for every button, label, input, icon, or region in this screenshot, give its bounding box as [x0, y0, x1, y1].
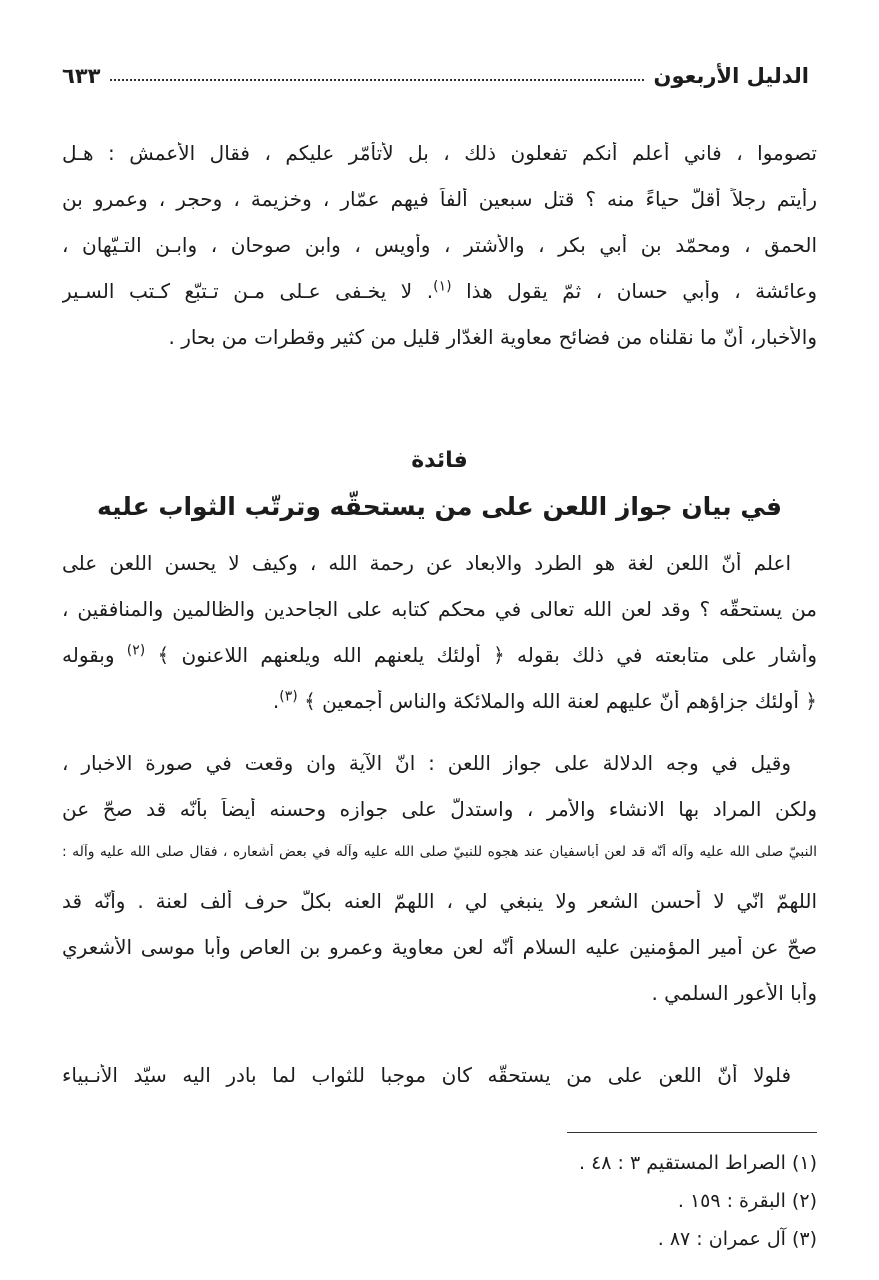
paragraph-evidence — [62, 752, 817, 1028]
footnote-ref-1: (١) — [433, 280, 452, 295]
footnote-ref-2: (٢) — [126, 644, 146, 659]
text-line: وقيل في وجه الدلالة على جواز اللعن : انّ الآية وان وقعت في صورة الاخبار ، — [62, 752, 791, 775]
text-line: من يستحقّه ؟ وقد لعن الله تعالى في محكم كتابه على الجاحدين والظالمين والمنافقين ، — [62, 598, 817, 621]
footnote-1: (١) الصراط المستقيم ٣ : ٤٨ . — [579, 1152, 817, 1174]
text-line: النبيّ صلى الله عليه وآله أنّه قد لعن أباسفيان عند هجوه للنبيّ صلى الله عليه وآله في بعض أشعاره ، فقال صلى الله عليه وآله : — [62, 844, 817, 860]
running-header — [62, 58, 809, 94]
footnote-separator — [567, 1132, 817, 1133]
text-line: صحّ عن أمير المؤمنين عليه السلام أنّه لعن معاوية وعمرو بن العاص وأبا موسى الأشعري — [62, 936, 817, 959]
text-segment: ﴿ أُولئك جزاؤهم أنّ عليهم لعنة الله والملائكة والناس أجمعين ﴾ — [304, 690, 817, 713]
text-segment: وأشار على متابعته في ذلك بقوله ﴿ أُولئك يلعنهم الله ويلعنهم اللاعنون ﴾ — [157, 644, 817, 667]
text-line: تصوموا ، فاني أعلم أنكم تفعلون ذلك ، بل لأتأمّر عليكم ، فقال الأعمش : هـل — [62, 142, 817, 165]
header-dotted-leader — [110, 79, 643, 81]
footnote-ref-3: (٣) — [279, 690, 298, 705]
text-line: وأبا الأعور السلمي . — [651, 982, 817, 1005]
text-line: اللهمّ انّي لا أحسن الشعر ولا ينبغي لي ، اللهمّ العنه بكلّ حرف ألف لعنة . وأنّه قد — [62, 890, 817, 913]
running-header-title: الدليل الأربعون — [653, 64, 809, 88]
footnotes — [62, 1152, 817, 1266]
text-line: والأخبار، أنّ ما نقلناه من فضائح معاوية الغدّار قليل من كثير وقطرات من بحار . — [168, 326, 817, 349]
section-title: في بيان جواز اللعن على من يستحقّه وترتّب الثواب عليه — [97, 492, 782, 521]
text-segment: وبقوله — [62, 644, 127, 667]
text-line — [62, 690, 817, 736]
text-segment: . — [272, 690, 280, 713]
text-line: رأيتم رجلاً أقلّ حياءً منه ؟ قتل سبعين ألفاً فيهم عمّار ، وخزيمة ، وحجر ، وعمرو بن — [62, 188, 817, 211]
section-label: فائدة — [411, 448, 468, 473]
text-segment: وعائشة ، وأبي حسان ، ثمّ يقول هذا — [466, 280, 817, 303]
text-line — [62, 280, 817, 326]
footnote-2: (٢) البقرة : ١٥٩ . — [677, 1190, 817, 1212]
page-number: ٦٣٣ — [62, 64, 101, 88]
intro-paragraph — [62, 142, 817, 372]
text-line — [62, 644, 817, 690]
text-line: فلولا أنّ اللعن على من يستحقّه كان موجبا للثواب لما بادر اليه سيّد الأنـبياء — [62, 1064, 791, 1087]
text-line: الحمق ، ومحمّد بن أبي بكر ، والأشتر ، وأويس ، وابن صوحان ، وابـن التـيّهان ، — [62, 234, 817, 257]
text-line: اعلم أنّ اللعن لغة هو الطرد والابعاد عن رحمة الله ، وكيف لا يحسن اللعن على — [62, 552, 791, 575]
text-segment: . لا يخـفى عـلى مـن تـتبّع كـتب السـير — [62, 280, 434, 303]
paragraph-curse-definition — [62, 552, 817, 736]
paragraph-reward — [62, 1064, 817, 1110]
text-line: ولكن المراد بها الانشاء والأمر ، واستدلّ على جوازه وحسنه أيضاً بأنّه قد صحّ عن — [62, 798, 817, 821]
footnote-3: (٣) آل عمران : ٨٧ . — [657, 1228, 817, 1250]
